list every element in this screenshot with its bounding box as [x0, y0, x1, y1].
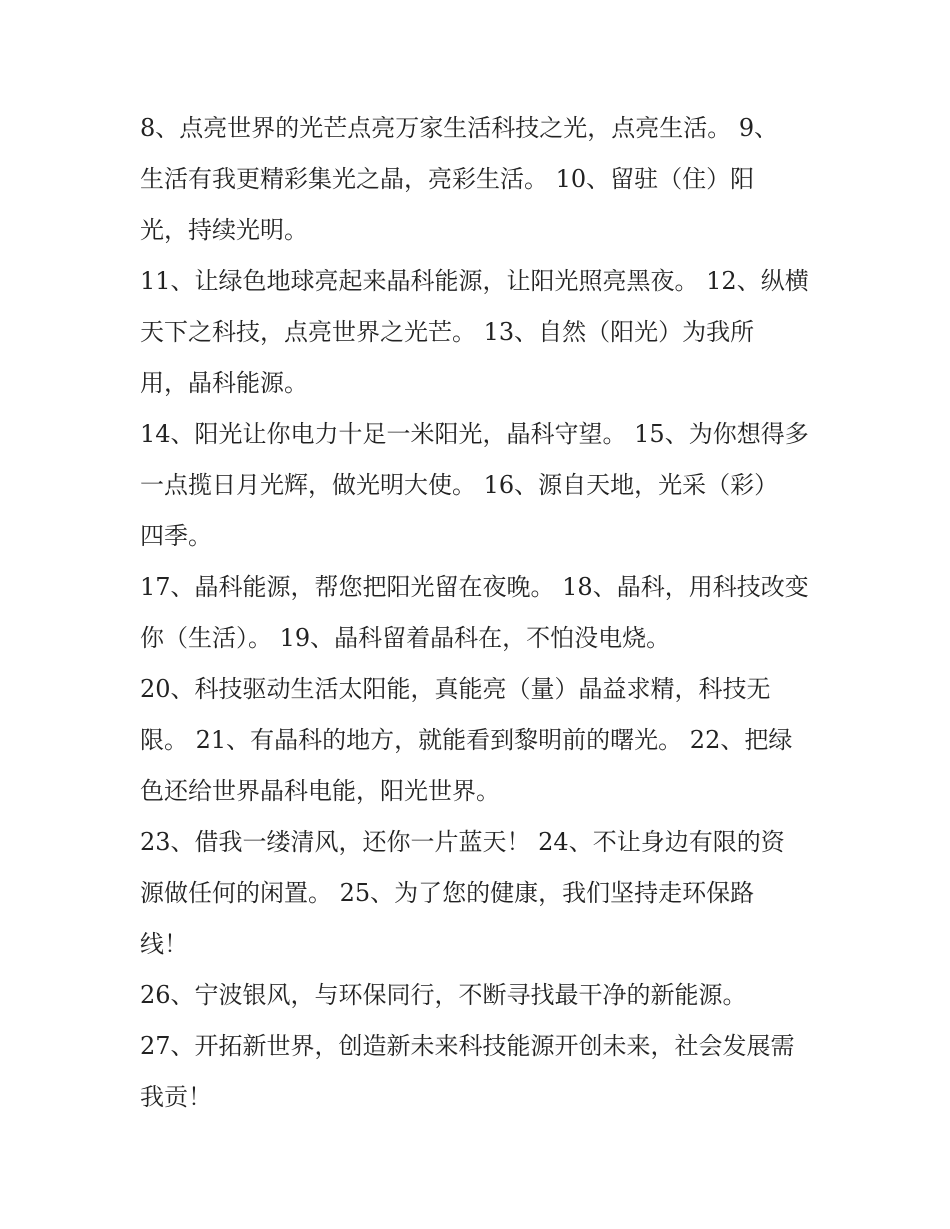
text-line: 26、宁波银风，与环保同行，不断寻找最干净的新能源。 [140, 981, 747, 1009]
slogan-text-block [140, 103, 820, 1123]
text-line: 线！ [140, 930, 188, 958]
text-line: 8、点亮世界的光芒点亮万家生活科技之光，点亮生活。 9、 [140, 114, 779, 142]
text-line: 23、借我一缕清风，还你一片蓝天！ 24、不让身边有限的资 [140, 828, 785, 856]
text-line: 天下之科技，点亮世界之光芒。 13、自然（阳光）为我所 [140, 318, 755, 346]
text-line: 四季。 [140, 522, 212, 550]
text-line: 用，晶科能源。 [140, 369, 308, 397]
text-line: 27、开拓新世界，创造新未来科技能源开创未来，社会发展需 [140, 1032, 795, 1060]
text-line: 14、阳光让你电力十足一米阳光，晶科守望。 15、为你想得多 [140, 420, 809, 448]
text-line: 11、让绿色地球亮起来晶科能源，让阳光照亮黑夜。 12、纵横 [140, 267, 809, 295]
text-line: 色还给世界晶科电能，阳光世界。 [140, 777, 500, 805]
text-line: 你（生活）。 19、晶科留着晶科在，不怕没电烧。 [140, 624, 671, 652]
text-line: 一点揽日月光辉，做光明大使。 16、源自天地，光采（彩） [140, 471, 779, 499]
text-line: 20、科技驱动生活太阳能，真能亮（量）晶益求精，科技无 [140, 675, 771, 703]
text-line: 我贡！ [140, 1083, 212, 1111]
text-line: 光，持续光明。 [140, 216, 308, 244]
text-line: 限。 21、有晶科的地方，就能看到黎明前的曙光。 22、把绿 [140, 726, 793, 754]
text-line: 17、晶科能源，帮您把阳光留在夜晚。 18、晶科，用科技改变 [140, 573, 809, 601]
text-line: 源做任何的闲置。 25、为了您的健康，我们坚持走环保路 [140, 879, 755, 907]
text-line: 生活有我更精彩集光之晶，亮彩生活。 10、留驻（住）阳 [140, 165, 755, 193]
